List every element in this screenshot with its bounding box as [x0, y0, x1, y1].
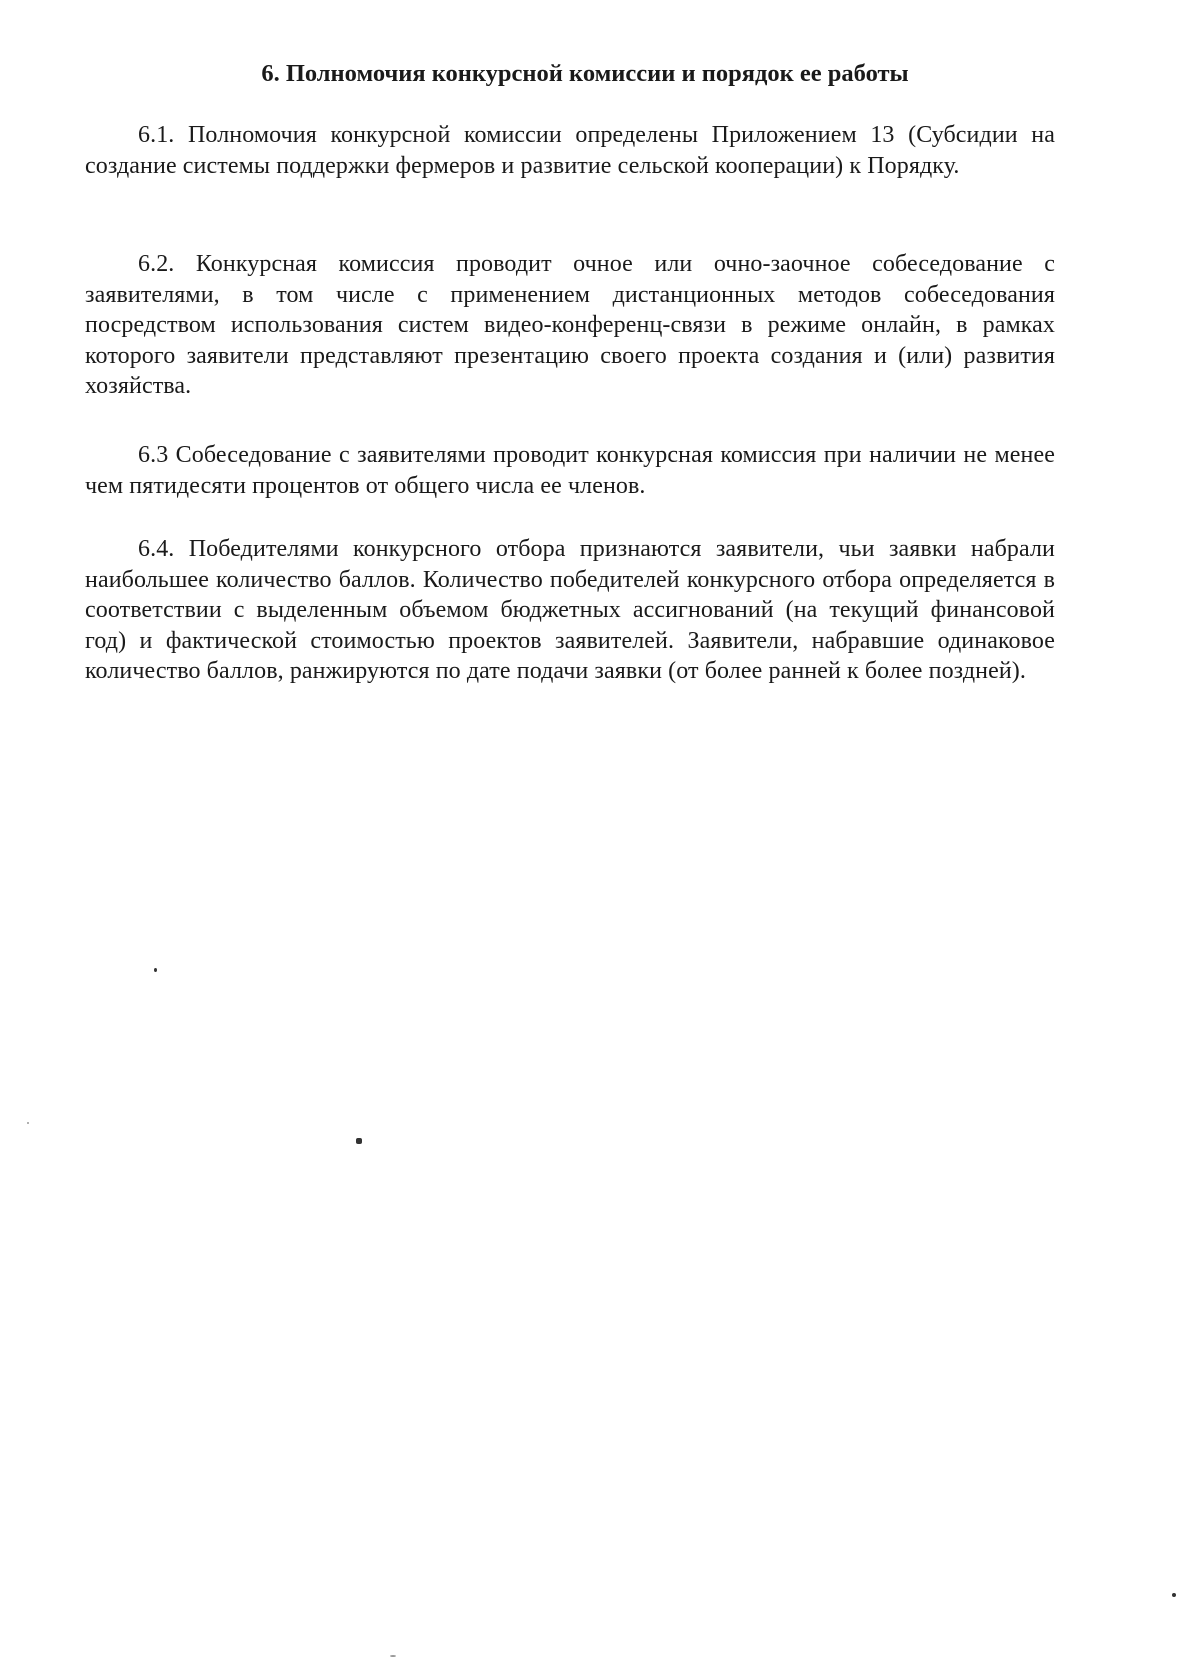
paragraph-6-4: 6.4. Победителями конкурсного отбора признаются заявители, чьи заявки набрали наибольшее количество баллов. Количество победителей конкурсного отбора определяется в соответствии с выделенным объемом бюджетных ассигнований (на текущий финансовой год) и фактической стоимостью проектов заявителей. Заявители, набравшие одинаковое количество баллов, ранжируются по дате подачи заявки (от более ранней к более поздней).: [85, 536, 1055, 684]
scan-speck: [356, 1138, 362, 1144]
paragraph-6-2: 6.2. Конкурсная комиссия проводит очное или очно-заочное собеседование с заявителями, в том числе с применением дистанционных методов собеседования посредством использования систем видео-конференц-связи в режиме онлайн, в рамках которого заявители представляют презентацию своего проекта создания и (или) развития хозяйства.: [85, 251, 1055, 399]
section-heading: 6. Полномочия конкурсной комиссии и порядок ее работы: [261, 60, 909, 87]
paragraph-6-1: 6.1. Полномочия конкурсной комиссии определены Приложением 13 (Субсидии на создание системы поддержки фермеров и развитие сельской кооперации) к Порядку.: [85, 122, 1055, 179]
scan-speck: [27, 1122, 29, 1124]
paragraph-6-3: 6.3 Собеседование с заявителями проводит конкурсная комиссия при наличии не менее чем пятидесяти процентов от общего числа ее членов.: [85, 442, 1055, 499]
scan-speck: [390, 1655, 396, 1657]
scan-speck: [1172, 1593, 1176, 1597]
scan-speck: [154, 968, 157, 972]
